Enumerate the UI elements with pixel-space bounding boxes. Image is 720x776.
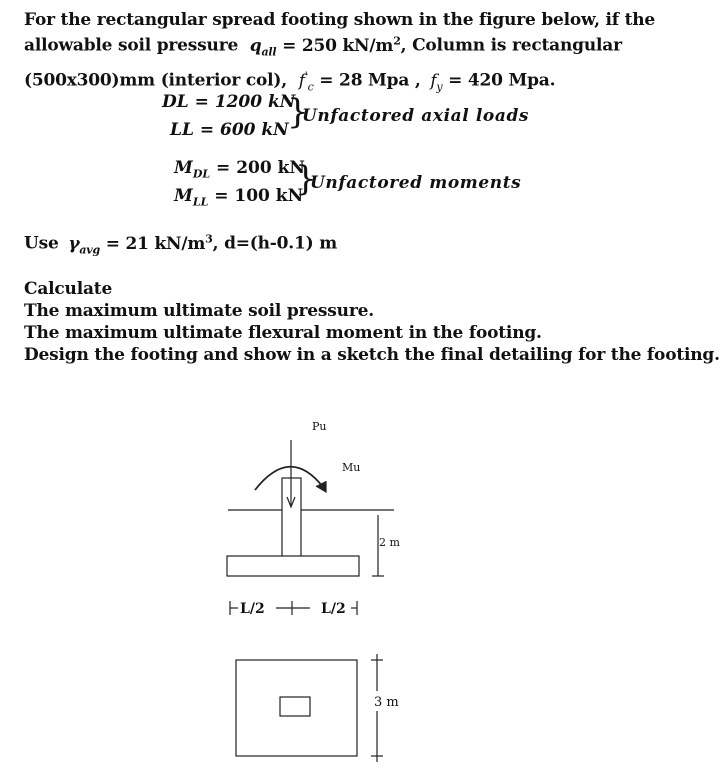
moment-brace: }	[295, 159, 317, 199]
depth-label: 2 m	[379, 536, 400, 549]
q-all-symbol: $q_{all}$	[249, 35, 277, 59]
calculate-heading: Calculate	[24, 279, 113, 299]
footing-plan	[236, 660, 357, 756]
gamma-symbol: $\gamma_{avg}$	[68, 233, 100, 257]
half-length-right-label: L/2	[321, 601, 346, 617]
live-moment: $M_{LL} = 100$ kN	[174, 186, 304, 209]
fy-symbol: $f_y$	[430, 70, 443, 94]
axial-brace: }	[287, 92, 309, 132]
column-plan	[280, 697, 310, 716]
half-length-left-label: L/2	[240, 601, 265, 617]
dead-load: DL = 1200 kN	[162, 92, 296, 112]
fc-symbol: $f'_c$	[298, 69, 314, 94]
pu-label: Pu	[312, 420, 327, 433]
live-load: LL = 600 kN	[170, 120, 289, 140]
column-size-text: (500x300)mm (interior col),	[24, 70, 287, 91]
use-word: Use	[24, 233, 59, 254]
footing-section	[227, 556, 359, 576]
allowable-pressure-label: allowable soil pressure	[24, 35, 239, 56]
fc-value: = 28 Mpa ,	[319, 70, 421, 91]
mu-arrow-head	[316, 481, 326, 492]
task-item-2: The maximum ultimate flexural moment in the footing.	[24, 323, 542, 343]
column-shape-text: , Column is rectangular	[400, 35, 622, 56]
gamma-value: = 21 $kN/m^3$	[105, 232, 213, 254]
q-all-value: = 250 $kN/m^2$	[282, 34, 401, 56]
task-item-1: The maximum ultimate soil pressure.	[24, 301, 374, 321]
task-item-3: Design the footing and show in a sketch the final detailing for the footing.	[24, 345, 720, 365]
moments-label: Unfactored moments	[310, 173, 522, 193]
problem-line-1-text: For the rectangular spread footing shown in the figure below, if the	[24, 10, 656, 30]
fy-value: = 420 Mpa.	[448, 70, 556, 91]
axial-loads-label: Unfactored axial loads	[302, 106, 530, 126]
width-label: 3 m	[374, 695, 399, 710]
effective-depth-text: , d=(h-0.1) m	[212, 233, 337, 254]
dead-moment: $M_{DL} = 200$ kN	[174, 158, 305, 181]
mu-label: Mu	[342, 461, 361, 474]
